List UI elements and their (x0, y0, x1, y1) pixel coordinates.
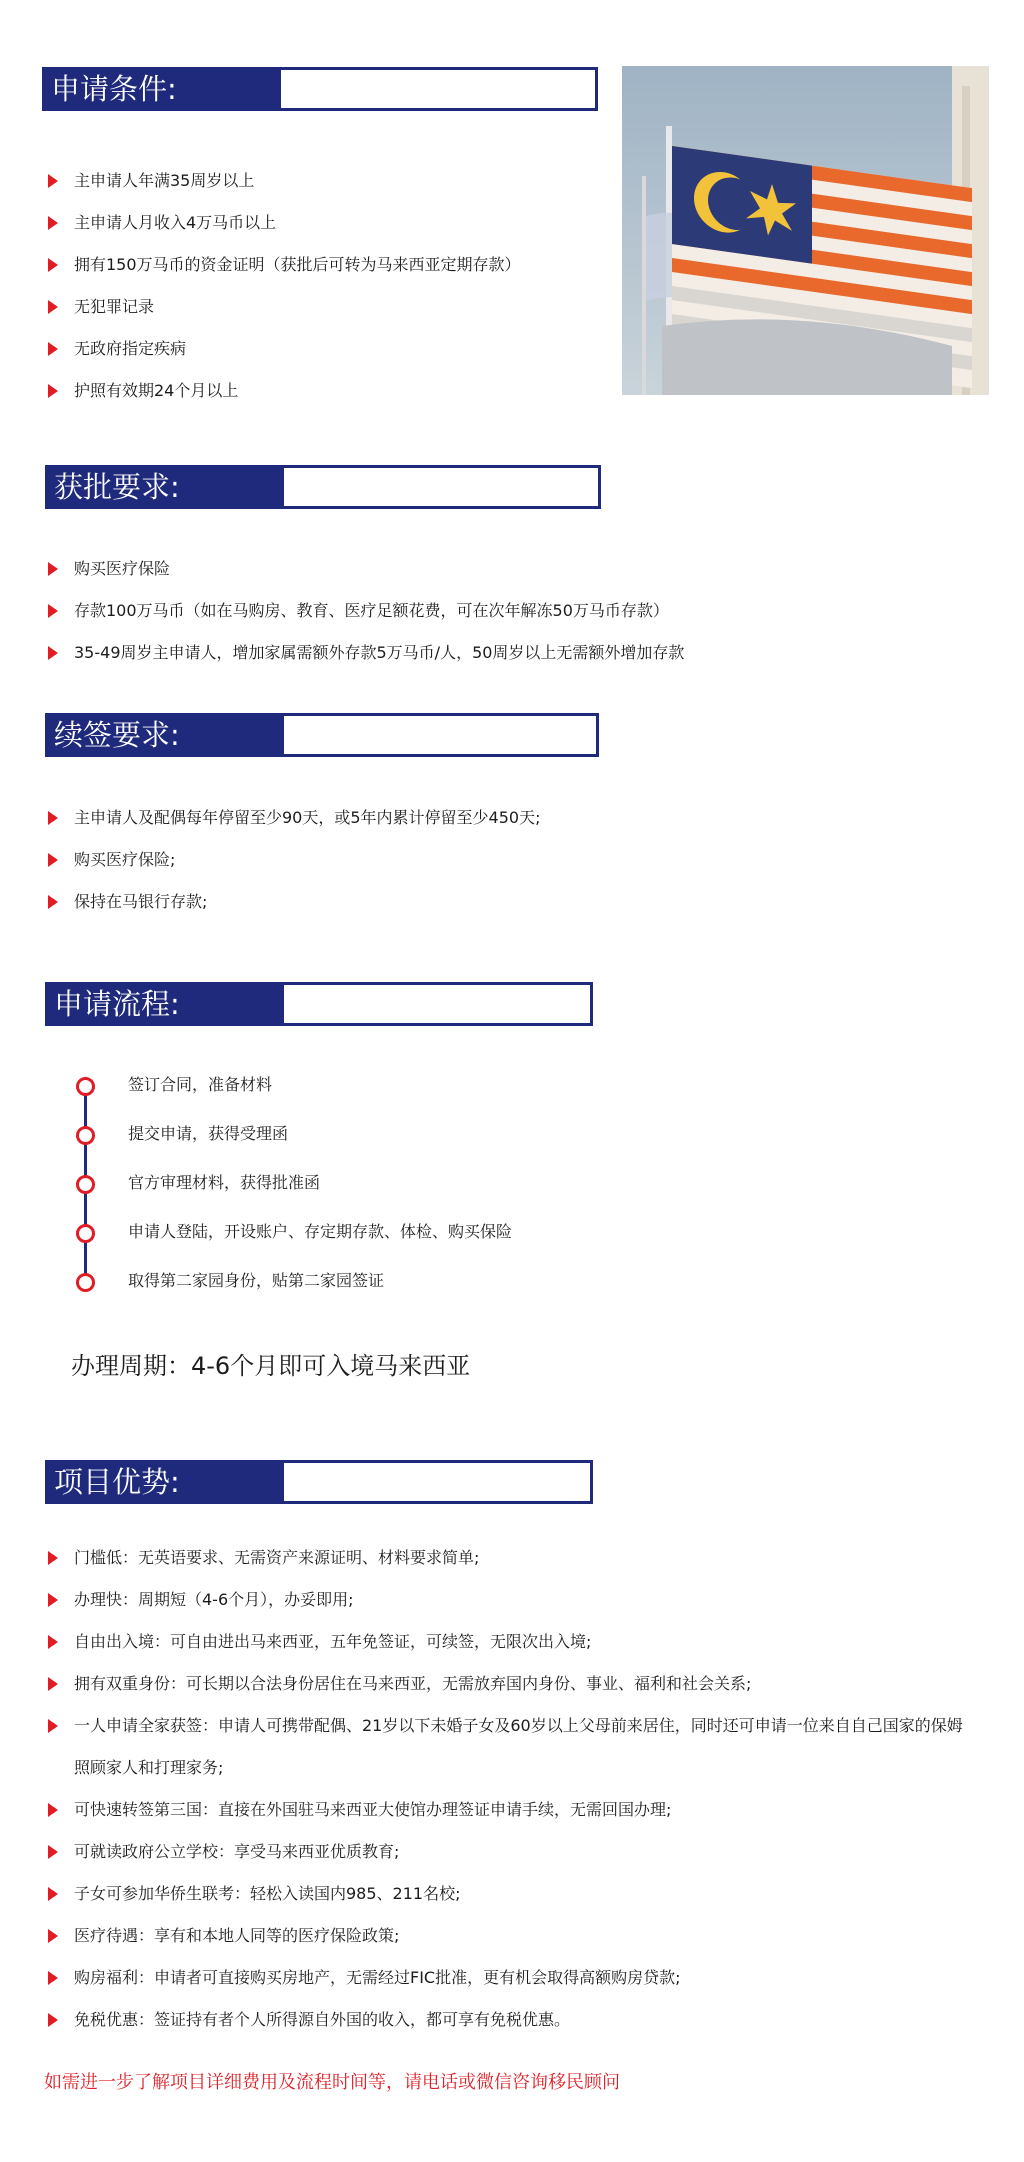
approval-list (48, 548, 684, 674)
bullet-triangle-icon (48, 216, 58, 230)
list-item: 购买医疗保险; (48, 839, 540, 881)
section-title: 项目优势: (48, 1463, 284, 1501)
bullet-triangle-icon (48, 300, 58, 314)
advantages-list (48, 1537, 974, 2041)
list-item: 自由出入境：可自由进出马来西亚，五年免签证，可续签，无限次出入境; (48, 1621, 974, 1663)
list-item: 主申请人年满35周岁以上 (48, 160, 521, 202)
list-item: 办理快：周期短（4-6个月），办妥即用; (48, 1579, 974, 1621)
list-item: 购买医疗保险 (48, 548, 684, 590)
bullet-triangle-icon (48, 853, 58, 867)
list-item: 医疗待遇：享有和本地人同等的医疗保险政策; (48, 1915, 974, 1957)
list-item: 35-49周岁主申请人，增加家属需额外存款5万马币/人，50周岁以上无需额外增加存款 (48, 632, 684, 674)
list-item: 无政府指定疾病 (48, 328, 521, 370)
list-item: 一人申请全家获签：申请人可携带配偶、21岁以下未婚子女及60岁以上父母前来居住，同时还可申请一位来自自己国家的保姆照顾家人和打理家务; (48, 1705, 974, 1789)
bullet-triangle-icon (48, 258, 58, 272)
bullet-triangle-icon (48, 646, 58, 660)
list-item: 免税优惠：签证持有者个人所得源自外国的收入，都可享有免税优惠。 (48, 1999, 974, 2041)
list-item: 无犯罪记录 (48, 286, 521, 328)
bullet-triangle-icon (48, 384, 58, 398)
list-item: 主申请人及配偶每年停留至少90天，或5年内累计停留至少450天; (48, 797, 540, 839)
bullet-triangle-icon (48, 811, 58, 825)
list-item: 可就读政府公立学校：享受马来西亚优质教育; (48, 1831, 974, 1873)
list-item: 拥有150万马币的资金证明（获批后可转为马来西亚定期存款） (48, 244, 521, 286)
contact-note: 如需进一步了解项目详细费用及流程时间等，请电话或微信咨询移民顾问 (44, 2072, 620, 2093)
step-circle-icon (76, 1077, 95, 1096)
list-item: 保持在马银行存款; (48, 881, 540, 923)
section-title: 续签要求: (48, 716, 284, 754)
list-item: 存款100万马币（如在马购房、教育、医疗足额花费，可在次年解冻50万马币存款） (48, 590, 684, 632)
bullet-triangle-icon (48, 174, 58, 188)
bullet-triangle-icon (48, 562, 58, 576)
list-item: 护照有效期24个月以上 (48, 370, 521, 412)
step-circle-icon (76, 1126, 95, 1145)
bullet-triangle-icon (48, 1803, 58, 1817)
step-circle-icon (76, 1175, 95, 1194)
bullet-triangle-icon (48, 1677, 58, 1691)
bullet-triangle-icon (48, 604, 58, 618)
flag-illustration-icon (622, 66, 989, 395)
processing-cycle: 办理周期：4-6个月即可入境马来西亚 (71, 1352, 471, 1380)
renewal-list (48, 797, 540, 923)
list-item: 子女可参加华侨生联考：轻松入读国内985、211名校; (48, 1873, 974, 1915)
list-item: 门槛低：无英语要求、无需资产来源证明、材料要求简单; (48, 1537, 974, 1579)
list-item: 拥有双重身份：可长期以合法身份居住在马来西亚，无需放弃国内身份、事业、福利和社会关系; (48, 1663, 974, 1705)
section-header-process (45, 982, 593, 1026)
bullet-triangle-icon (48, 1551, 58, 1565)
section-title: 申请条件: (45, 70, 281, 108)
section-header-approval (45, 465, 601, 509)
malaysia-flag-photo (622, 66, 989, 395)
bullet-triangle-icon (48, 895, 58, 909)
step-circle-icon (76, 1273, 95, 1292)
bullet-triangle-icon (48, 1971, 58, 1985)
process-timeline: 签订合同，准备材料 提交申请，获得受理函 官方审理材料，获得批准函 申请人登陆，开设账户、存定期存款、体检、购买保险 取得第二家园身份，贴第二家园签证 (66, 1065, 766, 1305)
conditions-list (48, 160, 521, 412)
bullet-triangle-icon (48, 1887, 58, 1901)
list-item: 主申请人月收入4万马币以上 (48, 202, 521, 244)
section-title: 获批要求: (48, 468, 284, 506)
list-item: 购房福利：申请者可直接购买房地产，无需经过FIC批准，更有机会取得高额购房贷款; (48, 1957, 974, 1999)
step-circle-icon (76, 1224, 95, 1243)
bullet-triangle-icon (48, 2013, 58, 2027)
section-header-conditions (42, 67, 598, 111)
list-item: 可快速转签第三国：直接在外国驻马来西亚大使馆办理签证申请手续，无需回国办理; (48, 1789, 974, 1831)
bullet-triangle-icon (48, 1929, 58, 1943)
bullet-triangle-icon (48, 342, 58, 356)
bullet-triangle-icon (48, 1845, 58, 1859)
bullet-triangle-icon (48, 1719, 58, 1733)
bullet-triangle-icon (48, 1593, 58, 1607)
section-header-advantages (45, 1460, 593, 1504)
bullet-triangle-icon (48, 1635, 58, 1649)
section-header-renewal (45, 713, 599, 757)
section-title: 申请流程: (48, 985, 284, 1023)
